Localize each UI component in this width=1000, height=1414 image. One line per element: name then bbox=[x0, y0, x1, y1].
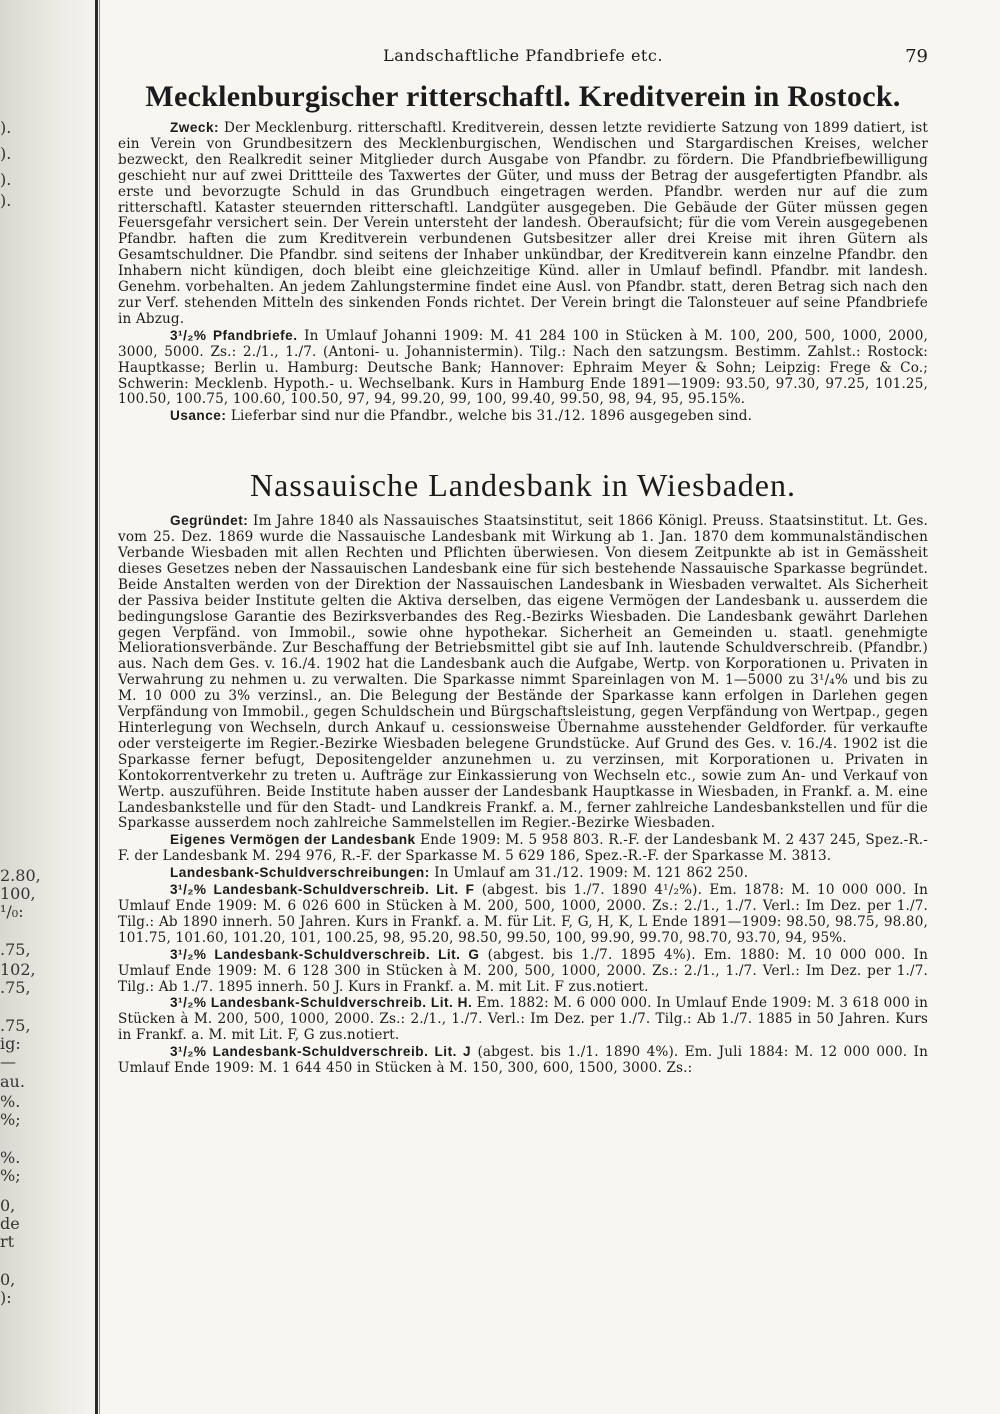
label-lit-h: 3¹/₂% Landesbank-Schuldverschreib. Lit. H. bbox=[170, 995, 473, 1011]
margin-fragment: rt bbox=[0, 1232, 15, 1251]
paragraph-lit-j bbox=[118, 1044, 928, 1077]
binding-edge-inner bbox=[99, 0, 100, 1414]
text-usance: Lieferbar sind nur die Pfandbr., welche bis 31./12. 1896 ausgegeben sind. bbox=[230, 408, 753, 425]
margin-fragment: .75, bbox=[0, 940, 31, 959]
text-gegruendet: Im Jahre 1840 als Nassauisches Staatsinstitut, seit 1866 Königl. Preuss. Staatsinstitut. Lt. Ges. vom 25. Dez. 1869 wurde die Nassauische Landesbank mit Wirkung ab 1. Jan. 1870 dem kommunalständischen Verbande Wiesbaden mit allen Rechten und Pflichten überwiesen. Von diesem Zeitpunkte ab ist in Gemässheit dieses Gesetzes neben der Nassauischen Landesbank eine für sich bestehende Nassauische Sparkasse begründet. Beide Anstalten werden von der Direktion der Nassauischen Landesbank in Wiesbaden verwaltet. Als Sicherheit der Passiva beider Institute gelten die Aktiva derselben, das eigene Vermögen der Landesbank u. ausserdem die bedingungslose Garantie des Bezirksverbandes des Reg.-Bezirks Wiesbaden. Die Landesbank gewährt Darlehen gegen Verpfänd. von Immobil., sowie ohne hypothekar. Sicherheit an Gemeinden u. staatl. genehmigte Meliorationsverbände. Zur Beschaffung der Betriebsmittel gibt sie auf Inh. lautende Schuldverschreib. (Pfandbr.) aus. Nach dem Ges. v. 16./4. 1902 hat die Landesbank auch die Aufgabe, Wertp. von Korporationen u. Privaten in Verwahrung zu nehmen u. zu verwalten. Die Sparkasse nimmt Spareinlagen von M. 1—5000 zu 3¹/₄% und bis zu M. 10 000 zu 3% verzinsl., an. Die Belegung der Bestände der Sparkasse kann erfolgen in Darlehen gegen Verpfändung von Immobil., gegen Schuldschein und Bürgschaftsleistung, gegen Verpfändung von Wertpap., gegen Hinterlegung von Wechseln, durch Ankauf u. cessionsweise Übernahme ausstehender Geldforder. für verkaufte oder versteigerte im Regier.-Bezirke Wiesbaden belegene Grundstücke. Auf Grund des Ges. v. 16./4. 1902 ist die Sparkasse ferner befugt, Depositengelder anzunehmen u. zu verzinsen, mit Korporationen u. Privaten in Kontokorrentverkehr zu treten u. Aufträge zur Einkassierung von Wechseln etc., sowie zum An- und Verkauf von Wertp. auszuführen. Beide Institute haben ausser der Landesbank Hauptkasse in Wiesbaden, in Frankf. a. M. eine Landesbankstelle und für den Stadt- und Landkreis Frankf. a. M., ferner zahlreiche Landesbankstellen und für die Sparkasse ausserdem noch zahlreiche Sammelstellen im Regier.-Bezirke Wiesbaden. bbox=[118, 513, 928, 832]
margin-fragment: 2.80, bbox=[0, 866, 41, 885]
running-header bbox=[118, 46, 928, 74]
text-lit-j: (abgest. bis 1./1. 1890 4%). Em. Juli 1884: M. 12 000 000. In Umlauf Ende 1909: M. 1 644 450 in Stücken à M. 150, 300, 600, 1500, 3000. Zs.: bbox=[118, 1044, 928, 1077]
margin-fragment: de bbox=[0, 1214, 20, 1233]
margin-fragment: ). bbox=[0, 144, 12, 163]
margin-fragment: ): bbox=[0, 1288, 12, 1307]
margin-fragment: — bbox=[0, 1052, 16, 1071]
label-pfandbriefe: 3¹/₂% Pfandbriefe. bbox=[170, 327, 298, 343]
margin-fragment: ig: bbox=[0, 1034, 21, 1053]
label-zweck: Zweck: bbox=[170, 120, 220, 135]
margin-fragment: 0, bbox=[0, 1270, 16, 1289]
paragraph-zweck bbox=[118, 120, 928, 328]
section-title-mecklenburg: Mecklenburgischer ritterschaftl. Kreditverein in Rostock. bbox=[145, 80, 901, 113]
margin-fragment: 100, bbox=[0, 884, 36, 903]
margin-fragment: %. bbox=[0, 1092, 21, 1111]
margin-fragment: ). bbox=[0, 118, 12, 137]
margin-fragment: au. bbox=[0, 1072, 25, 1091]
text-schuldverschreibungen: In Umlauf am 31./12. 1909: M. 121 862 250. bbox=[434, 865, 749, 882]
label-vermoegen: Eigenes Vermögen der Landesbank bbox=[170, 832, 416, 848]
text-pfandbriefe: In Umlauf Johanni 1909: M. 41 284 100 in Stücken à M. 100, 200, 500, 1000, 2000, 3000, 5000. Zs.: 2./1., 1./7. (Antoni- u. Johannistermin). Tilg.: Nach den satzungsm. Bestimm. Zahlst.: Rostock: Hauptkasse; Berlin u. Hamburg: Deutsche Bank; Hannover: Ephraim Meyer & Sohn; Leipzig: Frege & Co.; Schwerin: Mecklenb. Hypoth.- u. Wechselbank. Kurs in Hamburg Ende 1891—1909: 93.50, 97.30, 97.25, 101.25, 100.50, 100.75, 100.60, 100.50, 97, 94, 99.20, 99, 100, 99.40, 99.50, 98, 94, 95, 95.15%. bbox=[118, 327, 928, 408]
label-gegruendet: Gegründet: bbox=[170, 513, 249, 529]
margin-fragment: 0, bbox=[0, 1196, 16, 1215]
margin-fragment: ¹/₀: bbox=[0, 902, 24, 921]
text-lit-h: Em. 1882: M. 6 000 000. In Umlauf Ende 1909: M. 3 618 000 in Stücken à M. 200, 500, 1000, 2000. Zs.: 2./1., 1./7. Verl.: Im Dez. per 1./7. Tilg.: Ab 1./7. 1885 in 50 Jahren. Kurs in Frankf. a. M. mit Lit. F, G zus.notiert. bbox=[118, 995, 928, 1044]
label-schuldverschreibungen: Landesbank-Schuldverschreibungen: bbox=[170, 865, 430, 881]
page-number: 79 bbox=[905, 46, 928, 67]
margin-fragment: ). bbox=[0, 170, 12, 189]
margin-fragment: %. bbox=[0, 1148, 21, 1167]
paragraph-schuldverschreibungen bbox=[118, 865, 928, 882]
paragraph-lit-g bbox=[118, 947, 928, 996]
text-zweck: Der Mecklenburg. ritterschaftl. Kreditverein, dessen letzte revidierte Satzung von 1899 datiert, ist ein Verein von Grundbesitzern des Mecklenburgischen, Wendischen und Stargardischen Kreises, welcher bezweckt, den Realkredit seiner Mitglieder durch Ausgabe von Pfandbr. zu fördern. Die Pfandbriefbewilligung geschieht nur auf zwei Drittteile des Taxwertes der Güter, und muss der Betrag der ausgefertigten Pfandbr. als erste und bevorzugte Schuld in das Grundbuch eingetragen werden. Pfandbr. werden nur auf die zum ritterschaftl. Kataster steuernden ritterschaftl. Landgüter ausgegeben. Die Gebäude der Güter müssen gegen Feuersgefahr versichert sein. Der Verein untersteht der landesh. Oberaufsicht; für die vom Verein ausgegebenen Pfandbr. haften die zum Kreditverein verbundenen Gutsbesitzer aller drei Kreise mit ihren Gütern als Gesamtschuldner. Die Pfandbr. sind seitens der Inhaber unkündbar, der Kreditverein kann einzelne Pfandbr. den Inhabern nicht kündigen, doch bleibt eine gleichzeitige Künd. aller in Umlauf befindl. Pfandbr. mit landesh. Genehm. vorbehalten. An jedem Zahlungstermine findet eine Ausl. von Pfandbr. statt, deren Betrag sich nach den zur Verf. stehenden Mitteln des sinkenden Fonds richtet. Der Verein bringt die Talonsteuer auf seine Pfandbriefe in Abzug. bbox=[118, 120, 928, 327]
margin-fragment: .75, bbox=[0, 978, 31, 997]
label-lit-j: 3¹/₂% Landesbank-Schuldverschreib. Lit. J bbox=[170, 1044, 472, 1060]
text-lit-f: (abgest. bis 1./7. 1890 4¹/₂%). Em. 1878: M. 10 000 000. In Umlauf Ende 1909: M. 6 026 600 in Stücken à M. 200, 500, 1000, 2000. Zs.: 2./1., 1./7. Verl.: Im Dez. per 1./7. Tilg.: Ab 1890 innerh. 50 Jahren. Kurs in Frankf. a. M. für Lit. F, G, H, K, L Ende 1891—1909: 98.50, 98.75, 98.80, 101.75, 101.60, 101.20, 101, 100.25, 98, 95.20, 98.50, 99.50, 100, 99.90, 99.70, 98.70, 93.70, 94, 95%. bbox=[118, 882, 928, 946]
paragraph-gegruendet bbox=[118, 513, 928, 832]
text-vermoegen: Ende 1909: M. 5 958 803. R.-F. der Landesbank M. 2 437 245, Spez.-R.-F. der Landesbank M. 294 976, R.-F. der Sparkasse M. 5 629 186, Spez.-R.-F. der Sparkasse M. 3813. bbox=[118, 832, 928, 865]
binding-edge bbox=[95, 0, 98, 1414]
margin-fragment: ). bbox=[0, 191, 12, 210]
text-lit-g: (abgest. bis 1./7. 1895 4%). Em. 1880: M. 10 000 000. In Umlauf Ende 1909: M. 6 128 300 in Stücken à M. 200, 500, 1000, 2000. Zs.: 2./1., 1./7. Verl.: Im Dez. per 1./7. Tilg.: Ab 1./7. 1895 innerh. 50 J. Kurs in Frankf. a. M. mit Lit. F zus.notiert. bbox=[118, 946, 928, 995]
margin-fragment: 102, bbox=[0, 960, 36, 979]
label-lit-f: 3¹/₂% Landesbank-Schuldverschreib. Lit. F bbox=[170, 882, 475, 898]
paragraph-usance bbox=[118, 408, 928, 425]
label-lit-g: 3¹/₂% Landesbank-Schuldverschreib. Lit. G bbox=[170, 946, 480, 962]
paragraph-vermoegen bbox=[118, 832, 928, 865]
margin-fragment: %; bbox=[0, 1166, 21, 1185]
running-title: Landschaftliche Pfandbriefe etc. bbox=[383, 46, 663, 65]
margin-fragment: %; bbox=[0, 1110, 21, 1129]
label-usance: Usance: bbox=[170, 408, 227, 424]
page-content bbox=[118, 46, 928, 1077]
margin-fragment: .75, bbox=[0, 1016, 31, 1035]
paragraph-lit-f bbox=[118, 882, 928, 947]
paragraph-lit-h bbox=[118, 995, 928, 1044]
paragraph-pfandbriefe bbox=[118, 328, 928, 409]
section-title-nassau: Nassauische Landesbank in Wiesbaden. bbox=[250, 467, 796, 504]
